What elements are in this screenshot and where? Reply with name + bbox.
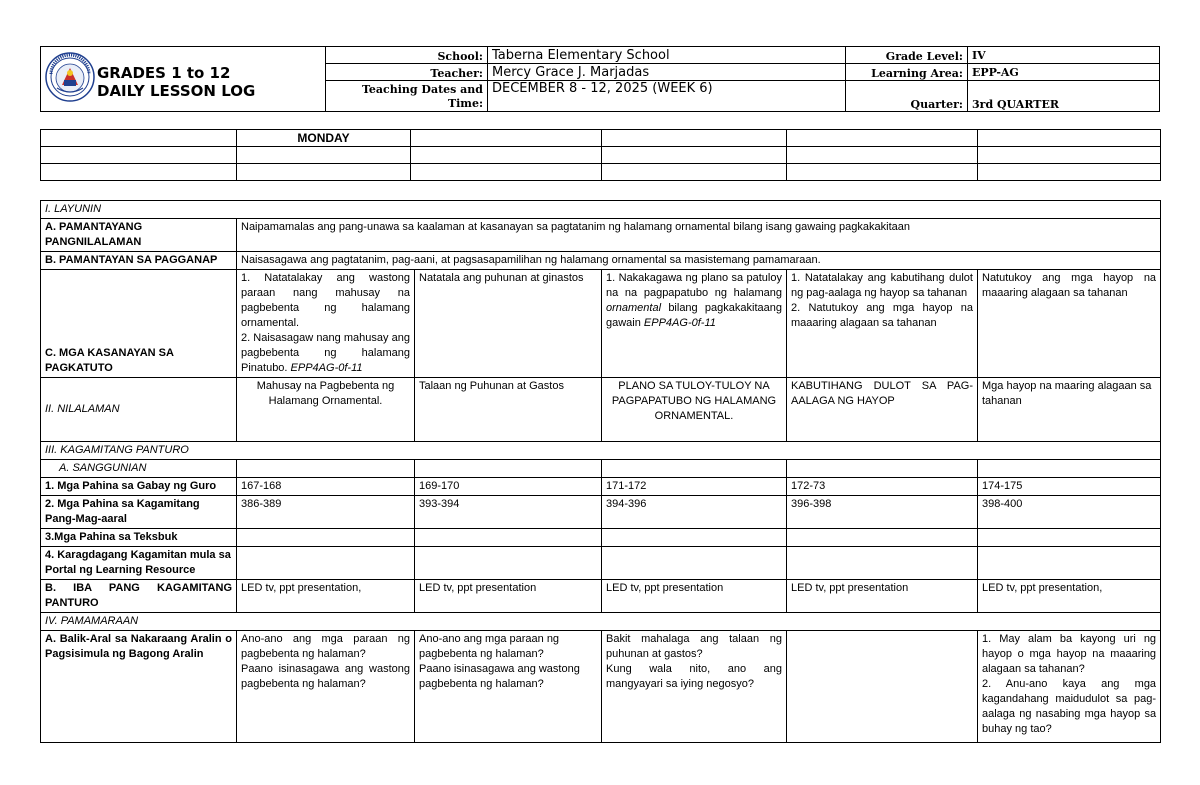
day-cell [787,130,978,147]
kasanayan-line: 1. Natatalakay ang wastong paraan nang mahusay na pagbebenta ng halamang ornamental. [241,272,410,329]
nilalaman-cell: Talaan ng Puhunan at Gastos [415,378,602,442]
balik-aral-cell [978,631,1161,743]
sanggunian-label: A. SANGGUNIAN [41,460,237,478]
day-cell [41,130,237,147]
kasanayan-line: Natatala ang puhunan at ginastos [419,272,584,284]
kasanayan-label: C. MGA KASANAYAN SA PAGKATUTO [45,347,174,374]
gabay-pages: 171-172 [602,478,787,496]
balik-aral-line: 2. Anu-ano kaya ang mga kagandahang maidudulot sa pag-aalaga ng nasabing mga hayop sa buhay ng tao? [982,678,1157,735]
quarter-label: Quarter: [846,81,968,111]
nilalaman-cell: Mga hayop na maaring alagaan sa tahanan [978,378,1161,442]
gabay-pages: 167-168 [237,478,415,496]
grade-value: IV [968,47,1160,64]
row-label-balik-aral: A. Balik-Aral sa Nakaraang Aralin o Pagsisimula ng Bagong Aralin [41,631,237,743]
nilalaman-cell: PLANO SA TULOY-TULOY NA PAGPAPATUBO NG HALAMANG ORNAMENTAL. [602,378,787,442]
dates-value: DECEMBER 8 - 12, 2025 (WEEK 6) [488,81,846,111]
kasanayan-line [606,271,782,331]
kasanayan-line: 2. Naisasagaw nang mahusay ang pagbebenta ng halamang Pinatubo. [241,332,410,374]
kasanayan-line [241,331,410,376]
mag-aaral-pages: 398-400 [978,496,1161,529]
iba-pang-cell: LED tv, ppt presentation [602,580,787,613]
gabay-pages: 169-170 [415,478,602,496]
row-label-teksbuk: 3.Mga Pahina sa Teksbuk [41,529,237,547]
grade-label: Grade Level: [846,47,968,64]
kasanayan-line: Natutukoy ang mga hayop na maaaring alagaan sa tahanan [982,272,1157,299]
kasanayan-cell [787,270,978,378]
balik-aral-line: Ano-ano ang mga paraan ng pagbebenta ng halaman? [419,633,560,660]
kasanayan-cell [415,270,602,378]
gabay-pages: 172-73 [787,478,978,496]
section-kagamitan: III. KAGAMITANG PANTURO [41,442,1161,460]
school-label: School: [326,47,488,64]
nilalaman-cell: Mahusay na Pagbebenta ng Halamang Ornamental. [237,378,415,442]
mag-aaral-pages: 386-389 [237,496,415,529]
balik-aral-cell [602,631,787,743]
dates-label: Teaching Dates and Time: [326,81,488,111]
iba-pang-cell: LED tv, ppt presentation [415,580,602,613]
mag-aaral-pages: 396-398 [787,496,978,529]
balik-aral-cell [787,631,978,743]
kasanayan-text: 1. Nakakagawa ng plano sa patuloy na na pagpapatubo ng halamang [606,272,782,299]
kasanayan-cell [978,270,1161,378]
iba-pang-cell: LED tv, ppt presentation, [978,580,1161,613]
balik-aral-cell [237,631,415,743]
day-cell [602,130,787,147]
row-label-pamantayang: A. PAMANTAYANG PANGNILALAMAN [41,219,237,252]
balik-aral-line: Ano-ano ang mga paraan ng pagbebenta ng halaman? [241,633,410,660]
teacher-value: Mercy Grace J. Marjadas [488,64,846,81]
day-columns-table [40,129,1161,181]
competency-code: EPP4AG-0f-11 [643,317,716,329]
kasanayan-line: 1. Natatalakay ang kabutihang dulot ng pag-aalaga ng hayop sa tahanan [791,272,973,299]
balik-aral-line: Paano isinasagawa ang wastong pagbebenta ng halaman? [419,663,580,690]
teacher-label: Teacher: [326,64,488,81]
nilalaman-cell: KABUTIHANG DULOT SA PAG-AALAGA NG HAYOP [787,378,978,442]
row-label-karagdagang: 4. Karagdagang Kagamitan mula sa Portal ng Learning Resource [41,547,237,580]
section-nilalaman: II. NILALAMAN [41,378,237,442]
balik-aral-cell [415,631,602,743]
school-value: Taberna Elementary School [488,47,846,64]
header-info-table [325,47,1160,111]
pamantayang-text: Naipamamalas ang pang-unawa sa kaalaman at kasanayan sa pagtatanim ng halamang ornamental bilang isang gawaing pagkakakitaan [237,219,1161,252]
quarter-value: 3rd QUARTER [968,81,1160,111]
title-line2: DAILY LESSON LOG [97,82,256,100]
deped-seal-icon [45,52,95,102]
log-title [97,64,255,100]
kasanayan-text: bilang pagkakakitaang gawain [606,302,782,329]
mag-aaral-pages: 394-396 [602,496,787,529]
competency-code: EPP4AG-0f-11 [290,362,363,374]
section-pamamaraan: IV. PAMAMARAAN [41,613,1161,631]
row-label-kasanayan [41,270,237,378]
kasanayan-cell [237,270,415,378]
kasanayan-cell [602,270,787,378]
row-label-iba-pang: B. IBA PANG KAGAMITANG PANTURO [41,580,237,613]
section-layunin: I. LAYUNIN [41,201,1161,219]
balik-aral-line: 1. May alam ba kayong uri ng hayop o mga hayop na maaaring alagaan sa tahanan? [982,633,1157,675]
pagganap-text: Naisasagawa ang pagtatanim, pag-aani, at pagsasapamilihan ng halamang ornamental sa masistemang pamamaraan. [237,252,1161,270]
lesson-plan-table [40,200,1161,743]
day-monday: MONDAY [237,130,411,147]
day-cell [978,130,1161,147]
day-cell [411,130,602,147]
kasanayan-emphasis: ornamental [606,302,662,314]
iba-pang-cell: LED tv, ppt presentation, [237,580,415,613]
row-label-gabay: 1. Mga Pahina sa Gabay ng Guro [41,478,237,496]
area-value: EPP-AG [968,64,1160,81]
gabay-pages: 174-175 [978,478,1161,496]
title-line1: GRADES 1 to 12 [97,64,231,82]
header-title-block [41,47,326,111]
area-label: Learning Area: [846,64,968,81]
balik-aral-line: Paano isinasagawa ang wastong pagbebenta ng halaman? [241,663,410,690]
row-label-kagamitang-mag-aaral: 2. Mga Pahina sa Kagamitang Pang-Mag-aaral [41,496,237,529]
balik-aral-line: Kung wala nito, ano ang mangyayari sa iying negosyo? [606,663,782,690]
lesson-log-header [40,46,1160,112]
kasanayan-line: 2. Natutukoy ang mga hayop na maaaring alagaan sa tahanan [791,302,973,329]
balik-aral-line: Bakit mahalaga ang talaan ng puhunan at gastos? [606,633,782,660]
iba-pang-cell: LED tv, ppt presentation [787,580,978,613]
row-label-pagganap: B. PAMANTAYAN SA PAGGANAP [41,252,237,270]
mag-aaral-pages: 393-394 [415,496,602,529]
